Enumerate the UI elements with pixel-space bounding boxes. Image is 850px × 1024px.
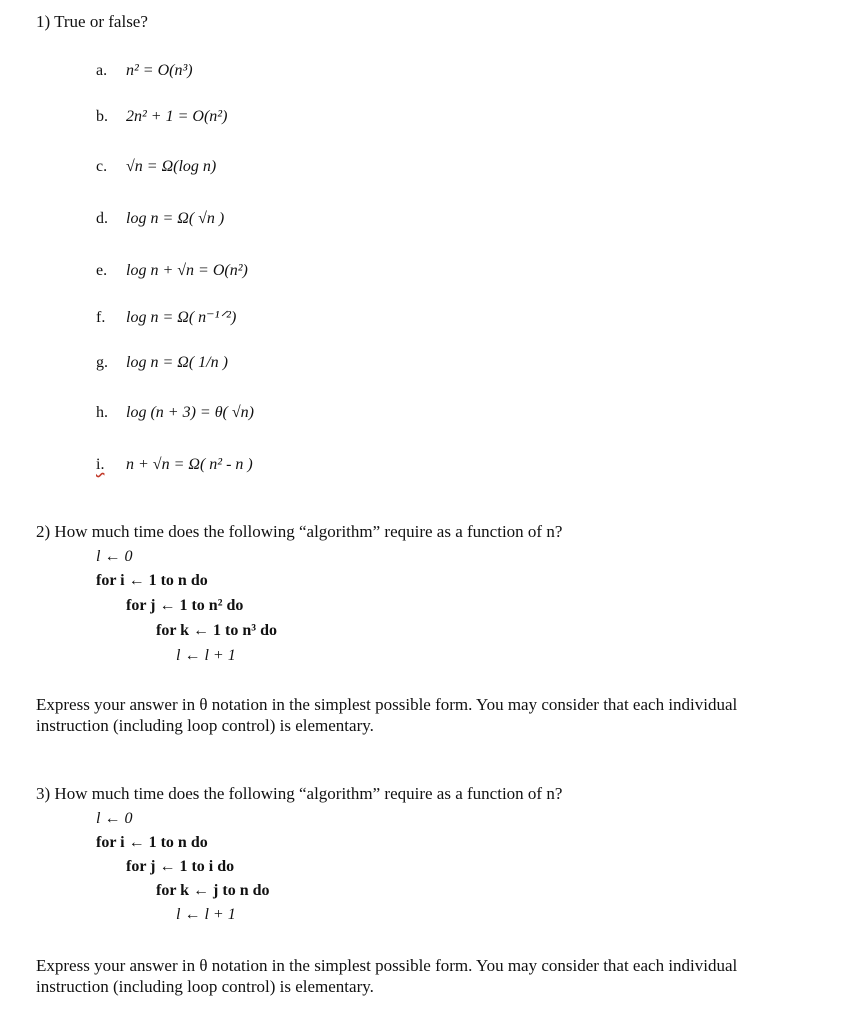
- code-text: for i ← 1 to n do: [96, 834, 208, 851]
- q1-item-h: [96, 404, 254, 422]
- item-expr: n + √n = Ω( n² - n ): [126, 456, 253, 473]
- q2-note: Express your answer in θ notation in the simplest possible form. You may consider that each individual instruction (including loop control) is elementary.: [36, 695, 738, 735]
- q1-item-e: [96, 262, 248, 280]
- item-label: g.: [96, 354, 108, 371]
- q3-code-line-3: [126, 858, 234, 876]
- q1-item-d: [96, 210, 224, 228]
- item-expr: √n = Ω(log n): [126, 158, 217, 175]
- q2-code-line-3: [126, 597, 243, 615]
- q2-code-line-1: [96, 548, 132, 566]
- code-text: for j ← 1 to n² do: [126, 597, 244, 614]
- q3-code-line-5: [176, 906, 236, 924]
- item-expr: 2n² + 1 = O(n²): [126, 108, 228, 125]
- q3-code-line-1: [96, 810, 132, 828]
- item-expr: log n + √n = O(n²): [126, 262, 248, 279]
- item-expr: n² = O(n³): [126, 62, 193, 79]
- item-label: h.: [96, 404, 108, 421]
- code-text: l ← l + 1: [176, 906, 236, 923]
- code-text: l ← 0: [96, 810, 133, 827]
- code-text: for k ← 1 to n³ do: [156, 622, 277, 639]
- q2-title: 2) How much time does the following “algorithm” require as a function of n?: [36, 522, 563, 541]
- item-label: c.: [96, 158, 108, 175]
- item-label: e.: [96, 262, 108, 279]
- q3-code-line-4: [156, 882, 270, 900]
- item-expr: log (n + 3) = θ( √n): [126, 404, 254, 421]
- item-label: b.: [96, 108, 108, 125]
- q1-item-i: [96, 456, 253, 474]
- item-label: a.: [96, 62, 108, 79]
- code-text: l ← 0: [96, 548, 133, 565]
- code-text: for j ← 1 to i do: [126, 858, 235, 875]
- q2-code-line-2: [96, 572, 208, 590]
- item-label: i.: [96, 456, 105, 473]
- q1-item-g: [96, 354, 228, 372]
- q2-code-line-5: [176, 647, 236, 665]
- q1-item-b: [96, 108, 227, 126]
- q3-title: 3) How much time does the following “algorithm” require as a function of n?: [36, 784, 563, 803]
- q1-item-c: [96, 158, 216, 176]
- q1-item-a: [96, 62, 193, 80]
- item-label: d.: [96, 210, 108, 227]
- q2-code-line-4: [156, 622, 277, 640]
- code-text: l ← l + 1: [176, 647, 236, 664]
- item-expr: log n = Ω( n⁻¹ᐟ²): [126, 309, 237, 326]
- code-text: for i ← 1 to n do: [96, 572, 208, 589]
- item-expr: log n = Ω( √n ): [126, 210, 225, 227]
- q1-title: 1) True or false?: [36, 12, 148, 31]
- q3-note: Express your answer in θ notation in the simplest possible form. You may consider that each individual instruction (including loop control) is elementary.: [36, 956, 738, 996]
- item-label: f.: [96, 309, 106, 326]
- code-text: for k ← j to n do: [156, 882, 270, 899]
- item-expr: log n = Ω( 1/n ): [126, 354, 228, 371]
- q1-item-f: [96, 307, 236, 327]
- q3-code-line-2: [96, 834, 208, 852]
